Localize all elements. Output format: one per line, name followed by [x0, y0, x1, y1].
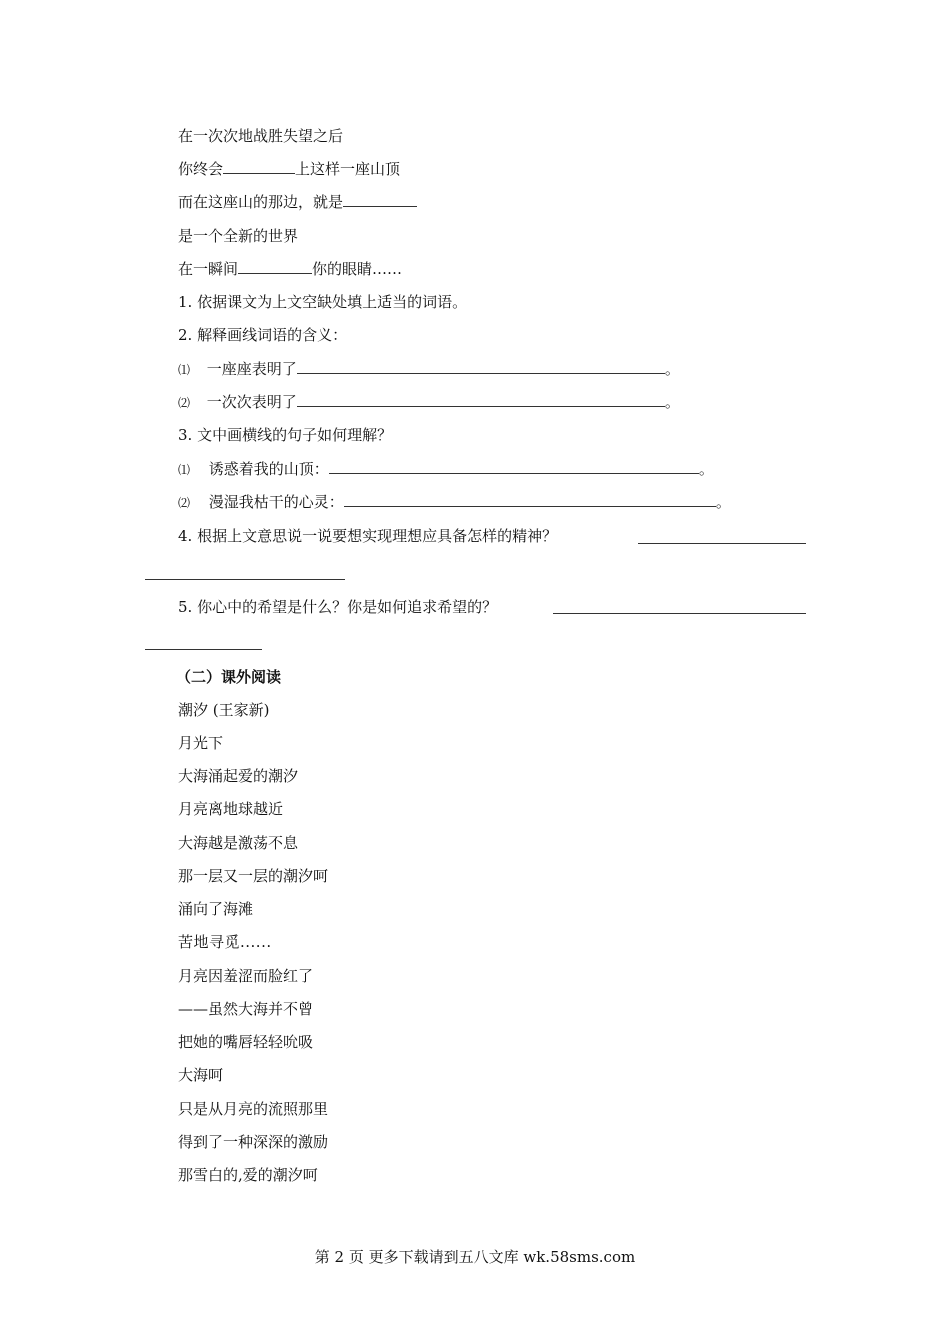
answer-line-4b[interactable]: [145, 579, 345, 580]
answer-blank-2-1[interactable]: [297, 359, 665, 374]
poem-title: 潮汐 (王家新): [178, 701, 270, 719]
question-2-item-2: [178, 392, 680, 413]
poem-line-5: [178, 259, 402, 279]
question-5: 5. 你心中的希望是什么？你是如何追求希望的？: [178, 598, 498, 616]
tide-line-2: 大海涌起爱的潮汐: [178, 767, 299, 785]
poem-line-5-pre: 在一瞬间: [178, 260, 239, 278]
question-3-item-1: [178, 459, 714, 480]
item-text: 漫湿我枯干的心灵：: [208, 493, 344, 511]
section-heading: （二）课外阅读: [176, 668, 282, 686]
item-text: 诱惑着我的山顶：: [208, 460, 329, 478]
blank-field-3[interactable]: [238, 259, 312, 274]
poem-line-2-post: 上这样一座山顶: [295, 160, 401, 178]
question-2-item-1: [178, 359, 680, 380]
poem-line-3-pre: 而在这座山的那边，就是: [178, 193, 344, 211]
tide-line-5: 那一层又一层的潮汐呵: [178, 867, 329, 885]
answer-blank-3-1[interactable]: [329, 459, 699, 474]
answer-line-4a[interactable]: [638, 543, 806, 544]
question-4: 4. 根据上文意思说一说要想实现理想应具备怎样的精神？: [178, 527, 558, 545]
tide-line-11: 大海呵: [178, 1066, 224, 1084]
page-footer: 第 2 页 更多下载请到五八文库 wk.58sms.com: [314, 1248, 636, 1266]
period: 。: [664, 360, 680, 378]
question-1: 1. 依据课文为上文空缺处填上适当的词语。: [178, 293, 468, 311]
poem-line-2-pre: 你终会: [178, 160, 224, 178]
question-3-item-2: [178, 492, 731, 513]
tide-line-10: 把她的嘴唇轻轻吮吸: [178, 1033, 314, 1051]
answer-blank-3-2[interactable]: [344, 492, 716, 507]
answer-line-5a[interactable]: [553, 613, 806, 614]
tide-line-7: 苦地寻觅......: [178, 933, 272, 951]
poem-line-4: 是一个全新的世界: [178, 227, 299, 245]
item-number: ⑴: [178, 363, 191, 377]
item-text: 一座座表明了: [206, 360, 297, 378]
poem-line-3: [178, 192, 417, 212]
item-text: 一次次表明了: [206, 393, 297, 411]
tide-line-3: 月亮离地球越近: [178, 800, 284, 818]
poem-line-2: [178, 159, 400, 179]
tide-line-14: 那雪白的,爱的潮汐呵: [178, 1166, 318, 1184]
item-number: ⑴: [178, 463, 191, 477]
answer-line-5b[interactable]: [145, 649, 262, 650]
poem-line-1: 在一次次地战胜失望之后: [178, 127, 344, 145]
item-number: ⑵: [178, 496, 191, 510]
tide-line-1: 月光下: [178, 734, 224, 752]
question-3: 3. 文中画横线的句子如何理解？: [178, 426, 393, 444]
tide-line-4: 大海越是激荡不息: [178, 834, 299, 852]
item-number: ⑵: [178, 396, 191, 410]
tide-line-13: 得到了一种深深的激励: [178, 1133, 329, 1151]
answer-blank-2-2[interactable]: [297, 392, 665, 407]
question-2: 2. 解释画线词语的含义：: [178, 326, 348, 344]
tide-line-12: 只是从月亮的流照那里: [178, 1100, 329, 1118]
tide-line-9: ——虽然大海并不曾: [178, 1000, 314, 1018]
tide-line-8: 月亮因羞涩而脸红了: [178, 967, 314, 985]
period: 。: [715, 493, 731, 511]
blank-field-1[interactable]: [223, 159, 295, 174]
period: 。: [664, 393, 680, 411]
period: 。: [698, 460, 714, 478]
tide-line-6: 涌向了海滩: [178, 900, 254, 918]
blank-field-2[interactable]: [343, 192, 417, 207]
poem-line-5-post: 你的眼睛……: [312, 260, 403, 278]
